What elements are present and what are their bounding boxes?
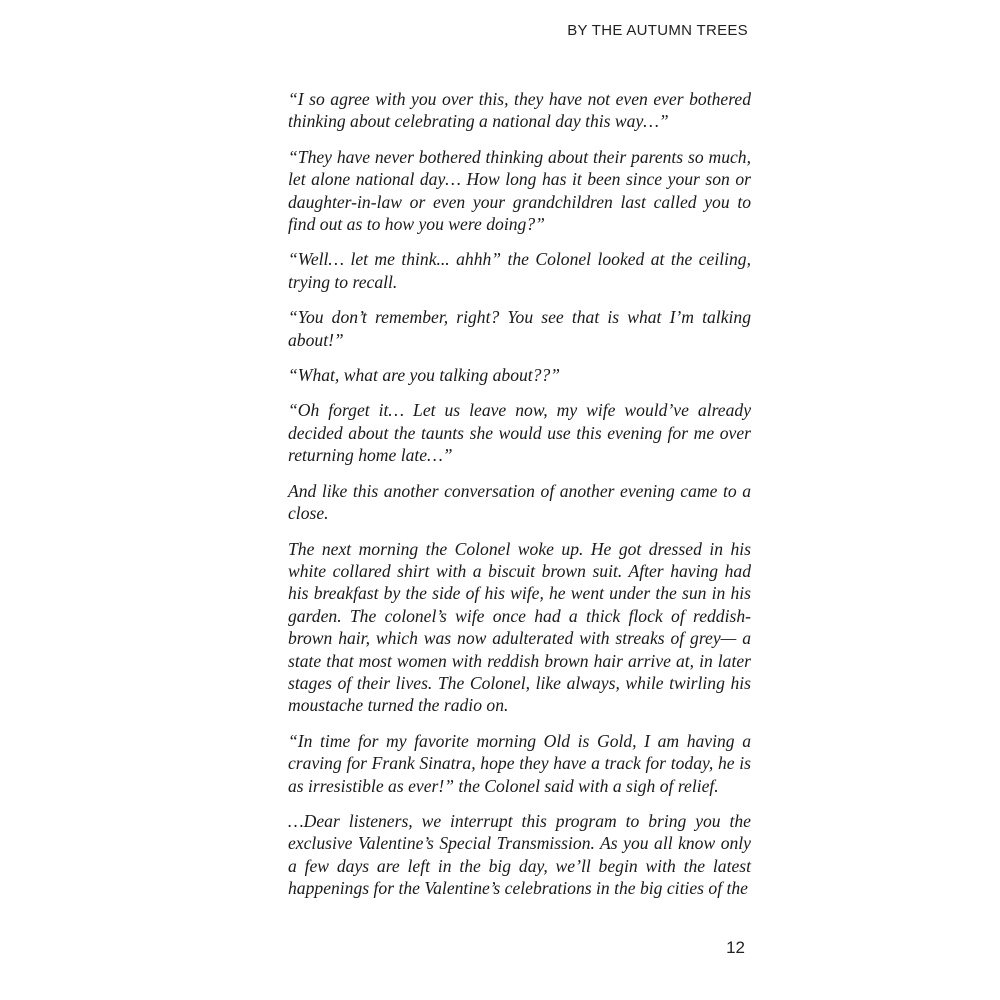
- paragraph: “Well… let me think... ahhh” the Colonel looked at the ceiling, trying to recall.: [288, 249, 751, 292]
- paragraph: “Oh forget it… Let us leave now, my wife would’ve already decided about the taunts she would use this evening for me over returning home late…”: [288, 400, 751, 466]
- page-number: 12: [726, 938, 745, 957]
- paragraph: And like this another conversation of another evening came to a close.: [288, 480, 751, 524]
- paragraph: “In time for my favorite morning Old is Gold, I am having a craving for Frank Sinatra, hope they have a track for today, he is as irresistible as ever!” the Colonel said with a sigh of relief.: [288, 730, 751, 796]
- paragraph: The next morning the Colonel woke up. He got dressed in his white collared shirt with a biscuit brown suit. After having had his breakfast by the side of his wife, he went under the sun in his garden. The colonel’s wife once had a thick flock of reddish-brown hair, which was now adulterated with streaks of grey— a state that most women with reddish brown hair arrive at, in later stages of their lives. The Colonel, like always, while twirling his moustache turned the radio on.: [288, 538, 751, 716]
- paragraph: “They have never bothered thinking about their parents so much, let alone national day… How long has it been since your son or daughter-in-law or even your grandchildren last called you to find out as to how you were doing?”: [288, 146, 751, 235]
- paragraph: …Dear listeners, we interrupt this program to bring you the exclusive Valentine’s Special Transmission. As you all know only a few days are left in the big day, we’ll begin with the latest happenings for the Valentine’s celebrations in the big cities of the: [288, 810, 751, 899]
- running-header: BY THE AUTUMN TREES: [567, 22, 748, 39]
- paragraph: “You don’t remember, right? You see that is what I’m talking about!”: [288, 307, 751, 350]
- paragraph: “I so agree with you over this, they have not even ever bothered thinking about celebrating a national day this way…”: [288, 89, 751, 132]
- paragraph: “What, what are you talking about??”: [288, 365, 561, 386]
- body-text: [288, 88, 751, 913]
